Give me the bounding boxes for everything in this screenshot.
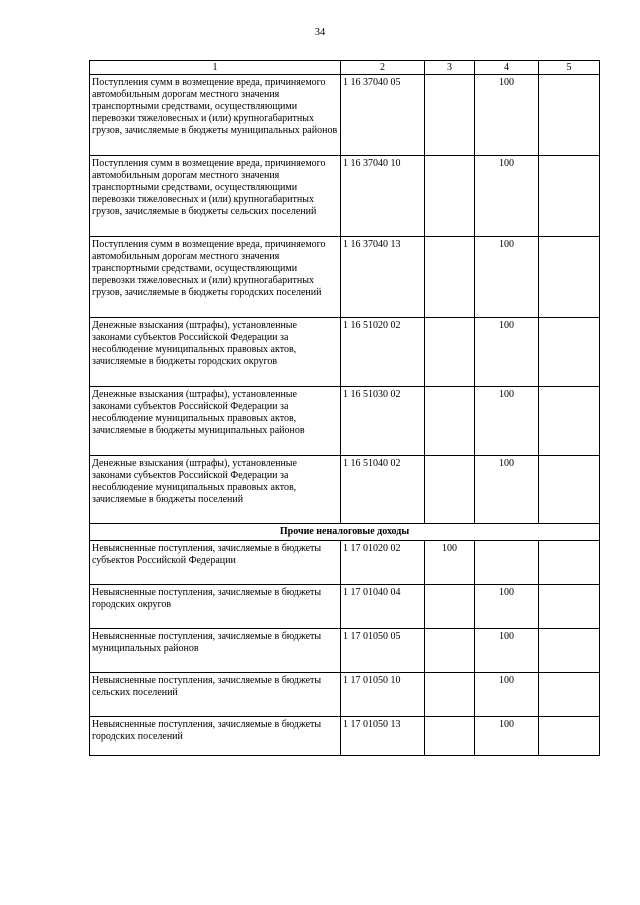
revenue-name: Поступления сумм в возмещение вреда, причиняемого автомобильным дорогам местного значения транспортными средствами, осуществляющими перевозки тяжеловесных и (или) крупногабаритных грузов, зачисляемые в бюджеты городских поселений bbox=[90, 237, 341, 318]
share-col-5 bbox=[539, 673, 600, 717]
revenue-name: Невыясненные поступления, зачисляемые в бюджеты субъектов Российской Федерации bbox=[90, 541, 341, 585]
revenue-code: 1 17 01050 05 bbox=[341, 629, 425, 673]
share-col-3 bbox=[425, 318, 475, 387]
share-col-3 bbox=[425, 237, 475, 318]
share-col-3 bbox=[425, 629, 475, 673]
share-col-4: 100 bbox=[475, 629, 539, 673]
share-col-4: 100 bbox=[475, 318, 539, 387]
table-row bbox=[90, 541, 600, 585]
table-row bbox=[90, 156, 600, 237]
share-col-4: 100 bbox=[475, 456, 539, 524]
revenue-name: Невыясненные поступления, зачисляемые в бюджеты городских округов bbox=[90, 585, 341, 629]
column-header-4: 4 bbox=[475, 61, 539, 75]
revenue-code: 1 16 51030 02 bbox=[341, 387, 425, 456]
revenue-code: 1 17 01050 13 bbox=[341, 717, 425, 756]
section-heading-row bbox=[90, 524, 600, 541]
share-col-3 bbox=[425, 387, 475, 456]
table-row bbox=[90, 456, 600, 524]
share-col-4: 100 bbox=[475, 387, 539, 456]
table-row bbox=[90, 717, 600, 756]
share-col-5 bbox=[539, 717, 600, 756]
revenue-code: 1 17 01050 10 bbox=[341, 673, 425, 717]
share-col-3: 100 bbox=[425, 541, 475, 585]
revenue-code: 1 17 01020 02 bbox=[341, 541, 425, 585]
revenue-distribution-table bbox=[89, 60, 600, 756]
share-col-3 bbox=[425, 585, 475, 629]
share-col-5 bbox=[539, 318, 600, 387]
table-row bbox=[90, 673, 600, 717]
table-row bbox=[90, 318, 600, 387]
revenue-name: Невыясненные поступления, зачисляемые в бюджеты городских поселений bbox=[90, 717, 341, 756]
revenue-code: 1 16 37040 10 bbox=[341, 156, 425, 237]
revenue-code: 1 17 01040 04 bbox=[341, 585, 425, 629]
share-col-5 bbox=[539, 237, 600, 318]
share-col-4: 100 bbox=[475, 717, 539, 756]
share-col-5 bbox=[539, 456, 600, 524]
table-row bbox=[90, 387, 600, 456]
table-row bbox=[90, 585, 600, 629]
table-row bbox=[90, 75, 600, 156]
share-col-5 bbox=[539, 156, 600, 237]
revenue-name: Невыясненные поступления, зачисляемые в бюджеты муниципальных районов bbox=[90, 629, 341, 673]
share-col-3 bbox=[425, 673, 475, 717]
revenue-code: 1 16 37040 05 bbox=[341, 75, 425, 156]
share-col-4: 100 bbox=[475, 673, 539, 717]
revenue-name: Поступления сумм в возмещение вреда, причиняемого автомобильным дорогам местного значения транспортными средствами, осуществляющими перевозки тяжеловесных и (или) крупногабаритных грузов, зачисляемые в бюджеты муниципальных районов bbox=[90, 75, 341, 156]
share-col-4 bbox=[475, 541, 539, 585]
share-col-3 bbox=[425, 456, 475, 524]
share-col-3 bbox=[425, 156, 475, 237]
revenue-code: 1 16 51020 02 bbox=[341, 318, 425, 387]
revenue-name: Невыясненные поступления, зачисляемые в бюджеты сельских поселений bbox=[90, 673, 341, 717]
table-row bbox=[90, 237, 600, 318]
share-col-4: 100 bbox=[475, 237, 539, 318]
revenue-code: 1 16 37040 13 bbox=[341, 237, 425, 318]
share-col-3 bbox=[425, 717, 475, 756]
revenue-name: Поступления сумм в возмещение вреда, причиняемого автомобильным дорогам местного значения транспортными средствами, осуществляющими перевозки тяжеловесных и (или) крупногабаритных грузов, зачисляемые в бюджеты сельских поселений bbox=[90, 156, 341, 237]
revenue-code: 1 16 51040 02 bbox=[341, 456, 425, 524]
share-col-5 bbox=[539, 629, 600, 673]
page-number: 34 bbox=[314, 27, 326, 38]
revenue-name: Денежные взыскания (штрафы), установленные законами субъектов Российской Федерации за несоблюдение муниципальных правовых актов, зачисляемые в бюджеты муниципальных районов bbox=[90, 387, 341, 456]
table-header-row bbox=[90, 61, 600, 75]
revenue-name: Денежные взыскания (штрафы), установленные законами субъектов Российской Федерации за несоблюдение муниципальных правовых актов, зачисляемые в бюджеты городских округов bbox=[90, 318, 341, 387]
share-col-3 bbox=[425, 75, 475, 156]
column-header-2: 2 bbox=[341, 61, 425, 75]
table-row bbox=[90, 629, 600, 673]
share-col-4: 100 bbox=[475, 156, 539, 237]
section-title: Прочие неналоговые доходы bbox=[90, 524, 600, 541]
column-header-1: 1 bbox=[90, 61, 341, 75]
share-col-4: 100 bbox=[475, 75, 539, 156]
share-col-5 bbox=[539, 541, 600, 585]
column-header-5: 5 bbox=[539, 61, 600, 75]
revenue-name: Денежные взыскания (штрафы), установленные законами субъектов Российской Федерации за несоблюдение муниципальных правовых актов, зачисляемые в бюджеты поселений bbox=[90, 456, 341, 524]
share-col-5 bbox=[539, 387, 600, 456]
column-header-3: 3 bbox=[425, 61, 475, 75]
share-col-5 bbox=[539, 585, 600, 629]
share-col-5 bbox=[539, 75, 600, 156]
share-col-4: 100 bbox=[475, 585, 539, 629]
